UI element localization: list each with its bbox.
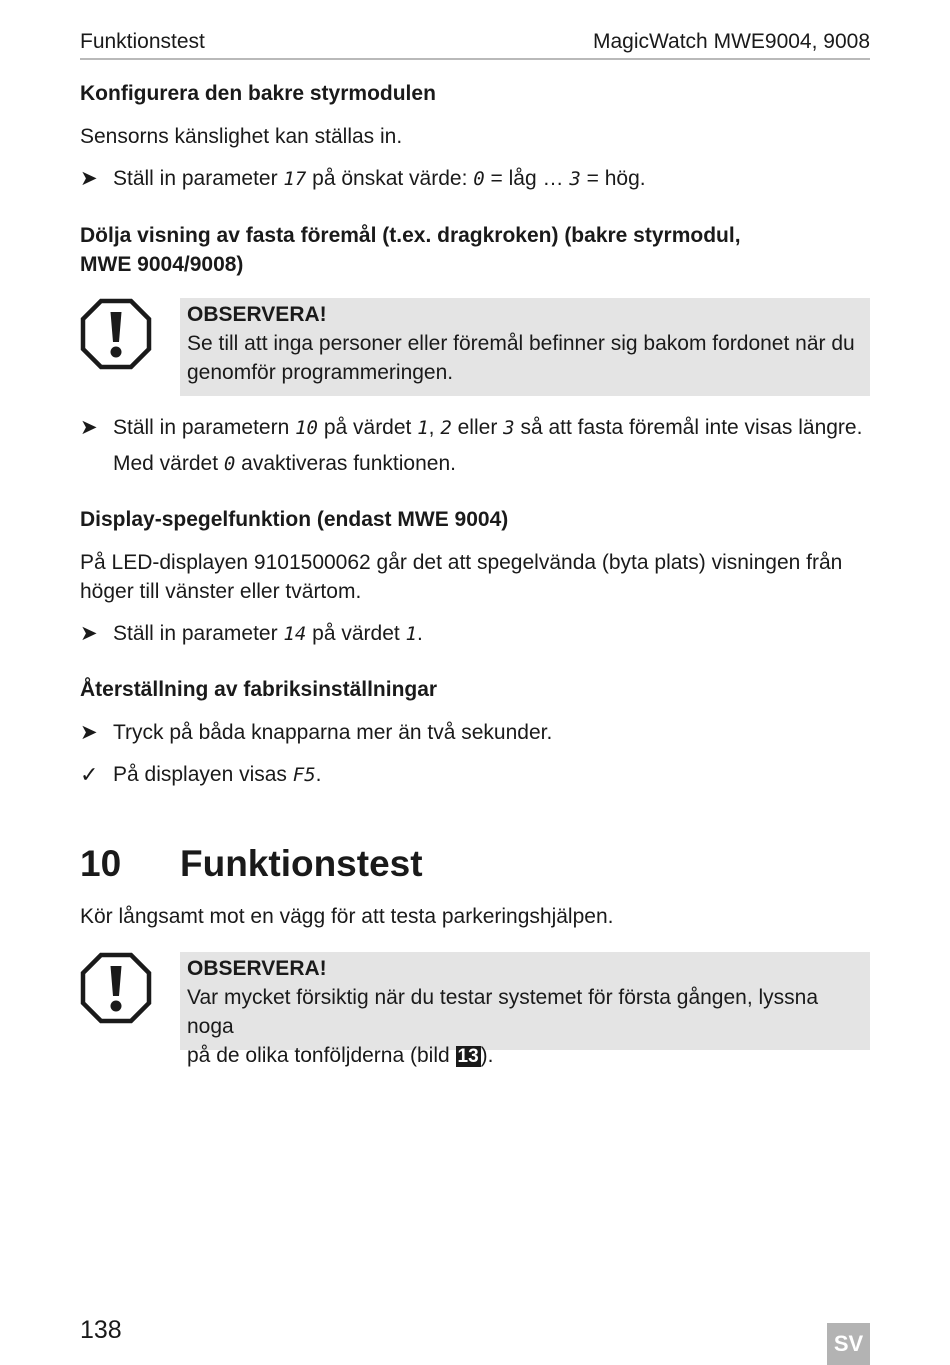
notice-title: OBSERVERA! [187, 957, 327, 980]
sensitivity-text: Sensorns känslighet kan ställas in. [80, 125, 403, 148]
arrow-icon: ➤ [80, 167, 98, 190]
notice-box [180, 298, 870, 396]
chapter-number: 10 [80, 843, 122, 884]
chapter-title: Funktionstest [180, 843, 423, 884]
step-text: Ställ in parameter 14 på värdet 1. [113, 622, 423, 645]
header-product: MagicWatch MWE9004, 9008 [592, 30, 870, 53]
heading-rear-module: Konfigurera den bakre styrmodulen [80, 82, 436, 105]
check-icon: ✓ [80, 762, 99, 787]
followup-text: Med värdet 0 avaktiveras funktionen. [113, 452, 456, 475]
heading-mirror: Display-spegelfunktion (endast MWE 9004) [80, 508, 509, 531]
header-section: Funktionstest [80, 30, 205, 53]
running-header [80, 28, 870, 60]
warning-icon [80, 298, 152, 370]
notice-body: Se till att inga personer eller föremål befinner sig bakom fordonet när du genomför programmeringen. [187, 332, 855, 384]
heading-factory-reset: Återställning av fabriksinställningar [80, 678, 438, 701]
step-text: Ställ in parametern 10 på värdet 1, 2 eller 3 så att fasta föremål inte visas längre. [113, 416, 863, 439]
figure-reference: 13 [457, 1046, 479, 1067]
page-number: 138 [80, 1316, 122, 1344]
step-text: Ställ in parameter 17 på önskat värde: 0 = låg … 3 = hög. [113, 167, 646, 190]
arrow-icon: ➤ [80, 622, 98, 645]
language-badge: SV [827, 1323, 870, 1365]
arrow-icon: ➤ [80, 416, 98, 439]
result-text: På displayen visas F5. [113, 763, 322, 786]
notice-box [180, 952, 870, 1067]
heading-hide-objects: Dölja visning av fasta föremål (t.ex. dragkroken) (bakre styrmodul, MWE 9004/9008) [80, 224, 741, 276]
step-text: Tryck på båda knapparna mer än två sekunder. [113, 721, 553, 744]
warning-icon [80, 952, 152, 1024]
notice-programming [80, 298, 870, 396]
notice-test [80, 952, 870, 1067]
notice-title: OBSERVERA! [187, 303, 327, 326]
chapter-text: Kör långsamt mot en vägg för att testa parkeringshjälpen. [80, 905, 614, 928]
notice-body: Var mycket försiktig när du testar systemet för första gången, lyssna noga på de olika tonföljderna (bild 13). [187, 986, 819, 1067]
arrow-icon: ➤ [80, 721, 98, 744]
mirror-text: På LED-displayen 9101500062 går det att spegelvända (byta plats) visningen från höger till vänster eller tvärtom. [80, 551, 843, 603]
